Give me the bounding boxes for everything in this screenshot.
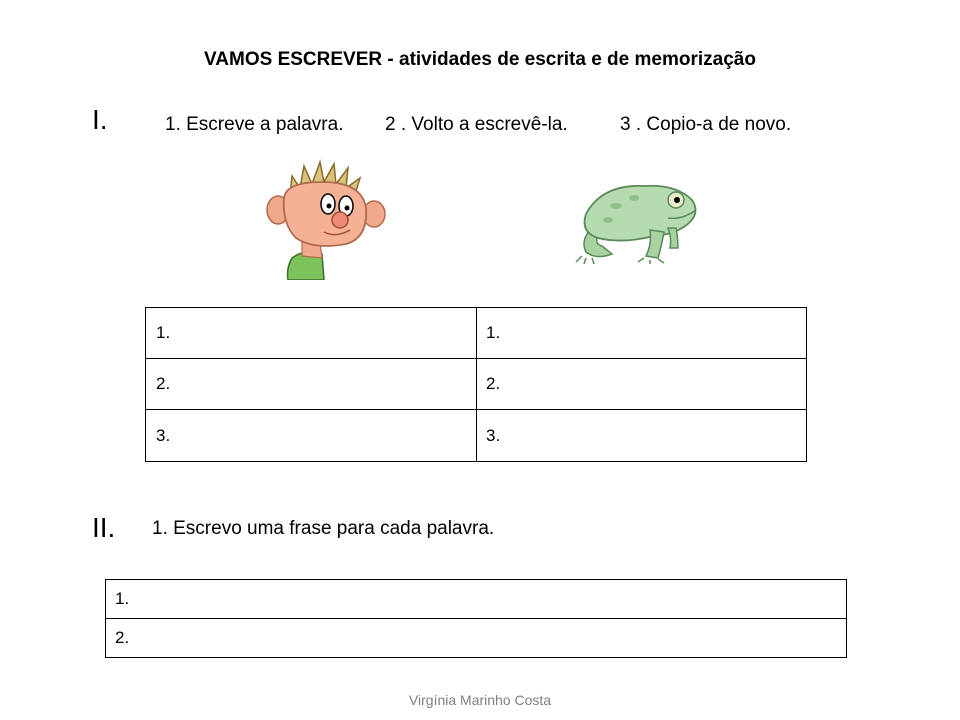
section-1-instruction-2: 2 . Volto a escrevê-la. bbox=[385, 114, 568, 135]
table-cell[interactable]: 2. bbox=[477, 359, 807, 410]
section-2-numeral: II. bbox=[92, 512, 116, 543]
frog-illustration bbox=[572, 178, 704, 266]
table-cell[interactable]: 3. bbox=[477, 410, 807, 462]
table-row bbox=[146, 359, 807, 410]
writing-table-1 bbox=[145, 307, 807, 462]
table-cell[interactable]: 2. bbox=[106, 619, 847, 658]
section-1-instruction-1: 1. Escreve a palavra. bbox=[165, 114, 344, 135]
section-2-instruction: 1. Escrevo uma frase para cada palavra. bbox=[152, 518, 495, 539]
table-cell[interactable]: 1. bbox=[106, 580, 847, 619]
table-row bbox=[106, 580, 847, 619]
table-cell[interactable]: 3. bbox=[146, 410, 477, 462]
section-1-instruction-3: 3 . Copio-a de novo. bbox=[620, 114, 792, 135]
section-1-numeral: I. bbox=[92, 104, 108, 135]
table-row bbox=[146, 308, 807, 359]
table-row bbox=[146, 410, 807, 462]
table-cell[interactable]: 1. bbox=[146, 308, 477, 359]
page-title: VAMOS ESCREVER - atividades de escrita e de memorização bbox=[204, 49, 756, 70]
writing-table-2 bbox=[105, 579, 847, 658]
table-cell[interactable]: 1. bbox=[477, 308, 807, 359]
table-cell[interactable]: 2. bbox=[146, 359, 477, 410]
table-row bbox=[106, 619, 847, 658]
boy-illustration bbox=[262, 158, 388, 280]
author-footer: Virgínia Marinho Costa bbox=[408, 692, 552, 708]
